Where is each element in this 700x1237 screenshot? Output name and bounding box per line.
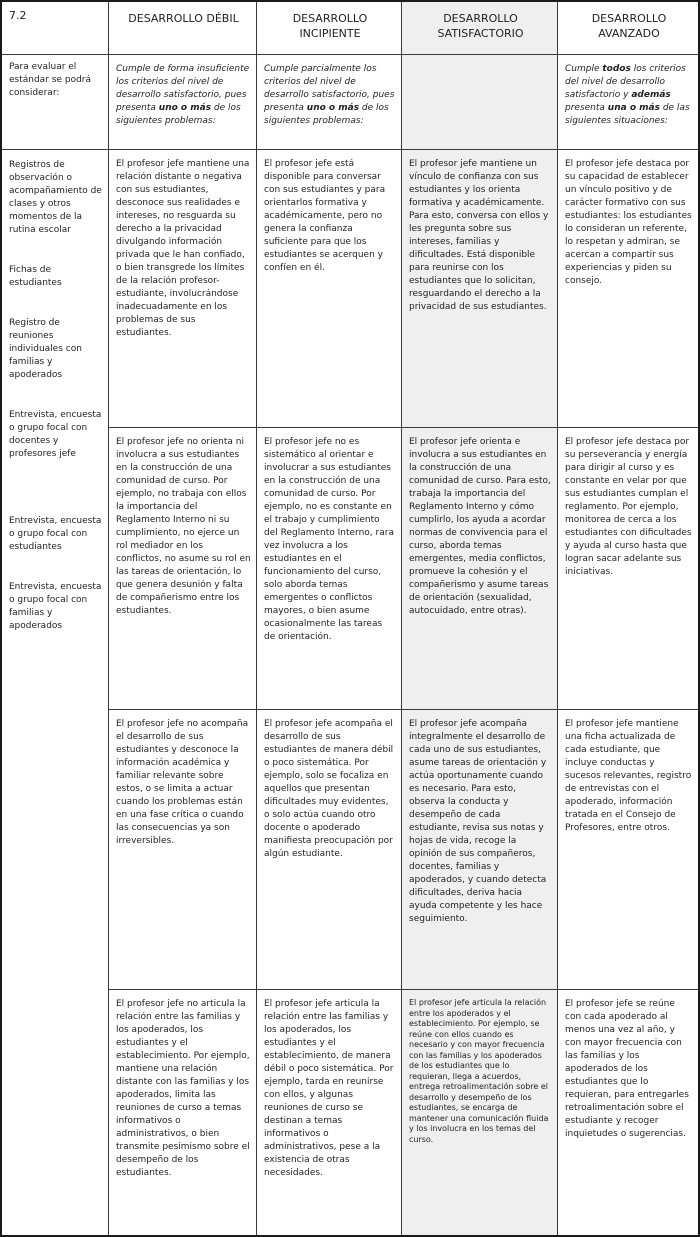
criteria-debil-text-2: de los siguientes problemas:: [116, 103, 241, 126]
criteria-incipiente-text-1: Cumple parcialmente los criterios del nivel de desarrollo satisfactorio, pues presenta: [264, 64, 395, 113]
evaluation-note-cell: Para evaluar el estándar se podrá considerar:: [2, 55, 109, 150]
criteria-debil-text-1: Cumple de forma insuficiente los criterios del nivel de desarrollo satisfactorio, pues presenta: [116, 64, 250, 113]
evidence-item-family-interviews: Entrevista, encuesta o grupo focal con familias y apoderados: [9, 582, 102, 631]
cell-r3-debil: El profesor jefe no acompaña el desarrollo de sus estudiantes y desconoce la información académica y familiar relevante sobre estos, o se limita a actuar cuando los problemas están en una fase crítica o cuando las consecuencias ya son irreversibles.: [109, 710, 257, 990]
criteria-debil-cell: [109, 55, 257, 150]
cell-r3-satisfactorio: El profesor jefe acompaña integralmente el desarrollo de cada uno de sus estudiantes, asume tareas de orientación y actúa oportunamente cuando es necesario. Para esto, observa la conducta y desempeño de cada estudiante, revisa sus notas y hojas de vida, recoge la opinión de sus compañeros, docentes, familias y apoderados, y cuando detecta dificultades, deriva hacia ayuda competente y les hace seguimiento.: [402, 710, 558, 990]
cell-r2-incipiente: El profesor jefe no es sistemático al orientar e involucrar a sus estudiantes en la construcción de una comunidad de curso. Por ejemplo, no es constante en el trabajo y cumplimiento del Reglamento Interno, rara vez involucra a los estudiantes en el funcionamiento del curso, solo aborda temas emergentes o conflictos mayores, o bien asume ocasionalmente las tareas de orientación.: [257, 428, 402, 710]
cell-r4-satisfactorio: El profesor jefe articula la relación entre los apoderados y el establecimiento. Por ejemplo, se reúne con ellos cuando es necesario y con mayor frecuencia con las familias y los apoderados de los estudiantes que lo requieran, llega a acuerdos, entrega retroalimentación sobre el desarrollo y desempeño de los estudiantes, se encarga de mantener una comunicación fluida y los involucra en los temas del curso.: [402, 990, 558, 1235]
criteria-avanzado-text-3: presenta: [565, 103, 608, 113]
criteria-incipiente-cell: [257, 55, 402, 150]
criteria-incipiente-text-2: de los siguientes problemas:: [264, 103, 389, 126]
evidence-sources-cell: [2, 150, 109, 1235]
evidence-item-student-files: Fichas de estudiantes: [9, 265, 62, 288]
criteria-avanzado-text-1: Cumple: [565, 64, 603, 74]
evidence-item-family-meeting-records: Registro de reuniones individuales con familias y apoderados: [9, 318, 82, 380]
cell-r4-incipiente: El profesor jefe articula la relación entre las familias y los apoderados, los estudiantes y el establecimiento, de manera débil o poco sistemática. Por ejemplo, tarda en reunirse con ellos, y algunas reuniones de curso se destinan a temas informativos o administrativos, pese a la existencia de otras necesidades.: [257, 990, 402, 1235]
evidence-item-observation-records: Registros de observación o acompañamiento de clases y otros momentos de la rutina escolar: [9, 160, 102, 235]
col-header-desarrollo-avanzado: DESARROLLO AVANZADO: [558, 2, 698, 55]
criteria-avanzado-bold-3: una o más: [607, 103, 660, 113]
cell-r1-debil: El profesor jefe mantiene una relación distante o negativa con sus estudiantes, desconoce sus realidades e intereses, no resguarda su derecho a la privacidad divulgando información privada que le han confiado, o bien transgrede los límites de la relación profesor-estudiante, involucrándose inadecuadamente en los problemas de sus estudiantes.: [109, 150, 257, 428]
col-header-desarrollo-debil: DESARROLLO DÉBIL: [109, 2, 257, 55]
criteria-avanzado-bold-1: todos: [602, 64, 631, 74]
col-header-desarrollo-satisfactorio: DESARROLLO SATISFACTORIO: [402, 2, 558, 55]
criteria-avanzado-cell: [558, 55, 698, 150]
cell-r4-avanzado: El profesor jefe se reúne con cada apoderado al menos una vez al año, y con mayor frecuencia con las familias y los apoderados de los estudiantes que lo requieran, para entregarles retroalimentación sobre el estudiante y recoger inquietudes o sugerencias.: [565, 999, 689, 1139]
criteria-incipiente-bold-1: uno o más: [306, 103, 360, 113]
cell-r2-satisfactorio: El profesor jefe orienta e involucra a sus estudiantes en la construcción de una comunidad de curso. Para esto, trabaja la importancia del Reglamento Interno y cómo cumplirlo, los ayuda a acordar normas de convivencia para el curso, aborda temas emergentes, media conflictos, promueve la cohesión y el compañerismo y asume tareas de orientación (sexualidad, autocuidado, entre otras).: [402, 428, 558, 710]
col-header-desarrollo-incipiente: DESARROLLO INCIPIENTE: [257, 2, 402, 55]
cell-r3-incipiente: El profesor jefe acompaña el desarrollo de sus estudiantes de manera débil o poco sistemática. Por ejemplo, solo se focaliza en aquellos que presentan dificultades muy evidentes, o solo actúa cuando otro docente o apoderado manifiesta preocupación por algún estudiante.: [257, 710, 402, 990]
cell-r3-avanzado: El profesor jefe mantiene una ficha actualizada de cada estudiante, que incluye conductas y sucesos relevantes, registro de entrevistas con el apoderado, información tratada en el Consejo de Profesores, entre otros.: [558, 710, 698, 990]
cell-r2-debil: El profesor jefe no orienta ni involucra a sus estudiantes en la construcción de una comunidad de curso. Por ejemplo, no trabaja con ellos la importancia del Reglamento Interno ni su cumplimiento, no ejerce un rol mediador en los conflictos, no asume su rol en las tareas de orientación, lo que genera desunión y falta de compañerismo entre los estudiantes.: [109, 428, 257, 710]
criteria-avanzado-bold-2: además: [631, 90, 671, 100]
cell-r4-debil: El profesor jefe no articula la relación entre las familias y los apoderados, los estudiantes y el establecimiento. Por ejemplo, mantiene una relación distante con las familias y los apoderados, limita las reuniones de curso a temas informativos o administrativos, o bien transmite pesimismo sobre el desempeño de los estudiantes.: [109, 990, 257, 1235]
criteria-debil-bold-1: uno o más: [158, 103, 212, 113]
criteria-avanzado-text-2: los criterios del nivel de desarrollo satisfactorio y: [565, 64, 686, 100]
criteria-satisfactorio-cell: [402, 55, 558, 150]
cell-r2-avanzado: El profesor jefe destaca por su perseverancia y energía para dirigir al curso y es constante en velar por que sus estudiantes cumplan el reglamento. Por ejemplo, monitorea de cerca a los estudiantes con dificultades y ayuda al curso hasta que logran sacar adelante sus iniciativas.: [558, 428, 698, 710]
evidence-item-student-interviews: Entrevista, encuesta o grupo focal con estudiantes: [9, 516, 102, 552]
standard-number: 7.2: [2, 2, 109, 55]
cell-r1-satisfactorio: El profesor jefe mantiene un vínculo de confianza con sus estudiantes y los orienta formativa y académicamente. Para esto, conversa con ellos y les pregunta sobre sus intereses, familias y dificultades. Está disponible para reunirse con los estudiantes que lo solicitan, resguardando el derecho a la privacidad de sus estudiantes.: [402, 150, 558, 428]
cell-r1-avanzado: El profesor jefe destaca por su capacidad de establecer un vínculo positivo y de carácter formativo con sus estudiantes: los estudiantes lo consideran un referente, lo respetan y admiran, se acercan a compartir sus experiencias y piden su consejo.: [558, 150, 698, 428]
evidence-item-teacher-interviews: Entrevista, encuesta o grupo focal con docentes y profesores jefe: [9, 410, 102, 459]
criteria-avanzado-text-4: de las siguientes situaciones:: [565, 103, 690, 126]
cell-r1-incipiente: El profesor jefe está disponible para conversar con sus estudiantes y para orientarlos formativa y académicamente, pero no genera la confianza suficiente para que los estudiantes se acerquen y confíen en él.: [257, 150, 402, 428]
